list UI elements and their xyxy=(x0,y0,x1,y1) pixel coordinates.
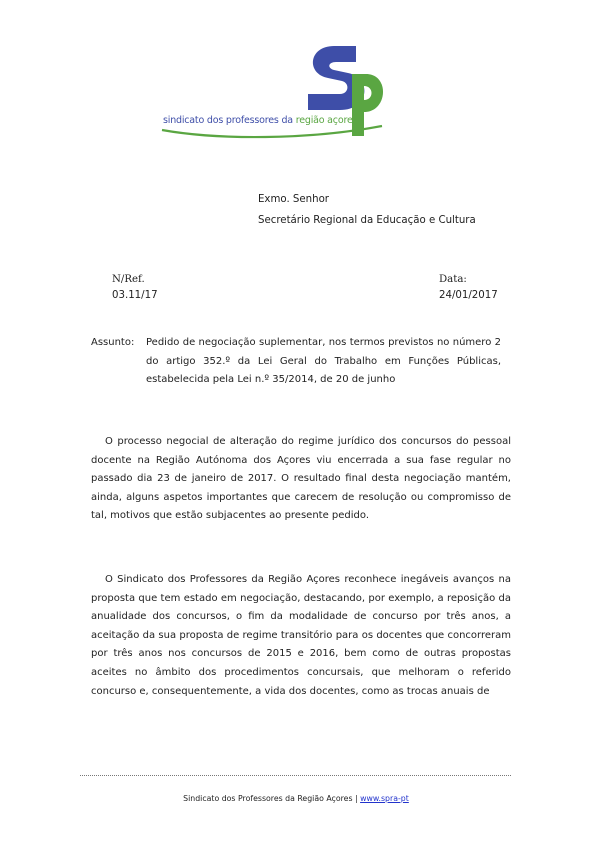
date-label: Data: xyxy=(439,274,467,285)
logo-text-accent: região açores xyxy=(295,115,358,126)
addressee-line2: Secretário Regional da Educação e Cultura xyxy=(258,215,476,226)
addressee-line1: Exmo. Senhor xyxy=(258,194,329,205)
date-value: 24/01/2017 xyxy=(439,290,498,301)
footer-link[interactable]: www.spra-pt xyxy=(360,794,409,803)
footer-divider xyxy=(80,775,511,776)
body-paragraph-1: O processo negocial de alteração do regime jurídico dos concursos do pessoal docente na Região Autónoma dos Açores viu encerrada a sua fase regular no passado dia 23 de janeiro de 2017. O resultado final desta negociação mantém, ainda, alguns aspetos importantes que carecem de resolução ou compromisso de tal, motivos que estão subjacentes ao presente pedido. xyxy=(91,436,511,522)
addressee-block xyxy=(258,189,476,231)
ref-label: N/Ref. xyxy=(112,274,145,285)
subject-label: Assunto: xyxy=(91,337,135,348)
ref-value: 03.11/17 xyxy=(112,290,158,301)
date-block xyxy=(439,272,498,304)
footer xyxy=(0,794,592,803)
logo-text-main: sindicato dos professores da xyxy=(163,115,296,126)
logo-wordmark xyxy=(163,115,357,126)
subject-text: Pedido de negociação suplementar, nos termos previstos no número 2 do artigo 352.º da Lei Geral do Trabalho em Funções Públicas, estabelecida pela Lei n.º 35/2014, de 20 de junho xyxy=(146,337,501,386)
body-paragraph-2: O Sindicato dos Professores da Região Açores reconhece inegáveis avanços na proposta que tem estado em negociação, destacando, por exemplo, a reposição da anualidade dos concursos, o fim da modalidade de concurso por três anos, a aceitação da sua proposta de regime transitório para os docentes que concorreram por três anos nos concursos de 2015 e 2016, bem como de outras propostas aceites no âmbito dos procedimentos concursais, que melhoram o referido concurso e, consequentemente, a vida dos docentes, como as trocas anuais de xyxy=(91,574,511,697)
subject-block xyxy=(91,334,501,390)
footer-text: Sindicato dos Professores da Região Açores | xyxy=(183,794,361,803)
reference-block xyxy=(112,272,158,304)
spra-logo-icon xyxy=(158,36,393,146)
